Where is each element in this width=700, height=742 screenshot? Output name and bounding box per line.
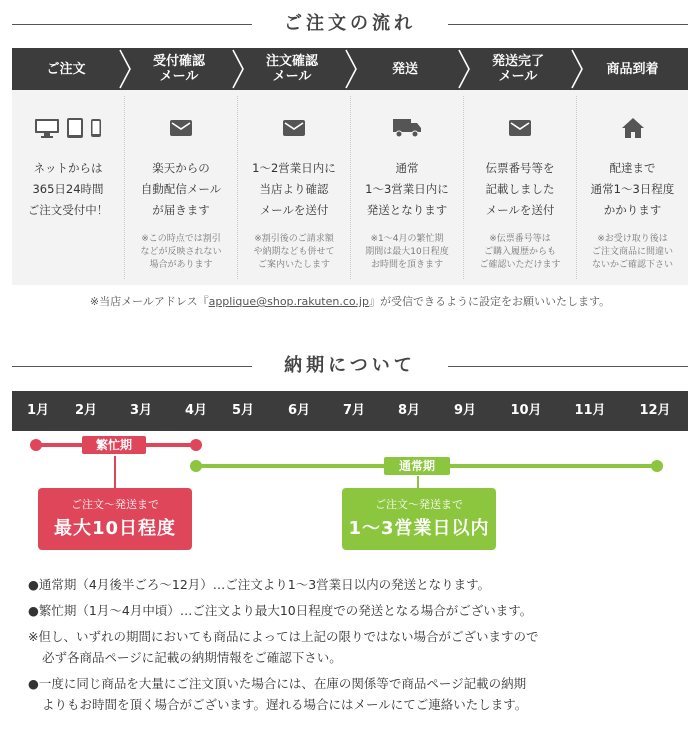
heading-rule-right xyxy=(448,24,688,25)
step-shipping-note: ※1〜4月の繁忙期 期間は最大10日程度 お時間を頂きます xyxy=(365,234,449,270)
step-confirm-mail xyxy=(238,90,350,285)
month-bar xyxy=(12,391,688,431)
step-shipping-text: 通常 1〜3営業日内に 発送となります xyxy=(365,161,449,217)
step-receipt-mail-note: ※この時点では割引 などが反映されない 場合があります xyxy=(140,234,222,270)
step-confirm-mail-note: ※割引後のご請求額 や納期なども併せて ご案内いたします xyxy=(253,234,335,270)
step-label-arrival: 商品到着 xyxy=(606,61,659,77)
note-disclaimer: ※但し、いずれの期間においても商品によっては上記の限りではない場合がございますので 必ず各商品ページに記載の納期情報をご確認下さい。 xyxy=(28,629,539,665)
month-label: 2月 xyxy=(74,403,98,418)
shop-email-link[interactable]: applique@shop.rakuten.co.jp xyxy=(208,295,369,308)
step-receipt-mail xyxy=(125,90,237,285)
email-notice xyxy=(0,293,700,309)
month-label: 7月 xyxy=(342,403,366,418)
step-shipped-mail-text: 伝票番号等を 記載しました メールを送付 xyxy=(485,161,555,217)
truck-icon xyxy=(351,116,463,140)
normal-period-box xyxy=(342,488,496,550)
normal-connector xyxy=(417,476,419,488)
flow-steps-bar xyxy=(12,48,688,90)
mail-icon xyxy=(125,116,237,140)
busy-box-main: 最大10日程度 xyxy=(53,518,177,539)
step-arrival xyxy=(577,90,688,285)
chevron-right-icon xyxy=(118,48,132,90)
month-label: 1月 xyxy=(26,403,50,418)
chevron-right-icon xyxy=(570,48,584,90)
step-shipped-mail xyxy=(464,90,576,285)
busy-start-dot xyxy=(30,439,42,451)
flow-heading xyxy=(0,9,700,39)
step-label-receipt-mail: 受付確認 メール xyxy=(152,54,205,84)
devices-icon xyxy=(12,116,124,140)
month-label: 11月 xyxy=(574,403,606,418)
step-label-shipped-mail: 発送完了 メール xyxy=(491,54,544,84)
schedule-heading xyxy=(0,351,700,381)
chevron-right-icon xyxy=(231,48,245,90)
normal-period-tag: 通常期 xyxy=(384,457,450,475)
step-label-confirm-mail: 注文確認 メール xyxy=(265,54,318,84)
normal-start-dot xyxy=(190,460,202,472)
note-busy-period: ●繁忙期（1月〜4月中頃）…ご注文より最大10日程度での発送となる場合がございます。 xyxy=(28,603,533,618)
busy-box-subtitle: ご注文〜発送まで xyxy=(71,498,159,511)
month-label: 8月 xyxy=(397,403,421,418)
busy-period-box xyxy=(38,488,192,550)
step-arrival-text: 配達まで 通常1〜3日程度 かかります xyxy=(590,161,675,217)
month-label: 3月 xyxy=(129,403,153,418)
step-order xyxy=(12,90,124,285)
flow-steps-panel xyxy=(12,90,688,285)
mail-icon xyxy=(238,116,350,140)
email-notice-prefix: ※当店メールアドレス『 xyxy=(89,295,209,308)
month-label: 6月 xyxy=(287,403,311,418)
step-label-order: ご注文 xyxy=(46,61,86,77)
step-order-text: ネットからは 365日24時間 ご注文受付中！ xyxy=(27,161,109,217)
note-normal-period: ●通常期（4月後半ごろ〜12月）…ご注文より1〜3営業日以内の発送となります。 xyxy=(28,577,491,592)
mail-icon xyxy=(464,116,576,140)
flow-title: ご注文の流れ xyxy=(284,13,416,34)
month-label: 4月 xyxy=(184,403,208,418)
step-arrival-note: ※お受け取り後は ご注文商品に間違い ないかご確認下さい xyxy=(591,234,673,270)
schedule-title: 納期について xyxy=(284,355,416,376)
heading-rule-right xyxy=(448,366,688,367)
step-shipping xyxy=(351,90,463,285)
normal-box-subtitle: ご注文〜発送まで xyxy=(375,498,463,511)
note-bulk-order: ●一度に同じ商品を大量にご注文頂いた場合には、在庫の関係等で商品ページ記載の納期 よりもお時間を頂く場合がございます。遅れる場合にはメールにてご連絡いたします。 xyxy=(28,676,528,712)
month-label: 5月 xyxy=(231,403,255,418)
step-shipped-mail-note: ※伝票番号等は ご購入履歴からも ご確認いただけます xyxy=(479,234,561,270)
chevron-right-icon xyxy=(457,48,471,90)
busy-end-dot xyxy=(190,439,202,451)
busy-connector xyxy=(114,456,116,488)
month-label: 12月 xyxy=(639,403,671,418)
schedule-notes xyxy=(28,574,688,720)
month-label: 9月 xyxy=(453,403,477,418)
step-label-shipping: 発送 xyxy=(391,61,418,77)
busy-period-tag: 繁忙期 xyxy=(82,436,146,454)
step-receipt-mail-text: 楽天からの 自動配信メール が届きます xyxy=(140,161,222,217)
normal-end-dot xyxy=(651,460,663,472)
normal-box-main: 1〜3営業日以内 xyxy=(348,518,490,539)
chevron-right-icon xyxy=(344,48,358,90)
month-label: 10月 xyxy=(510,403,542,418)
email-notice-suffix: 』が受信できるように設定をお願いいたします。 xyxy=(368,295,611,308)
step-confirm-mail-text: 1〜2営業日内に 当店より確認 メールを送付 xyxy=(252,161,336,217)
home-icon xyxy=(577,116,688,140)
